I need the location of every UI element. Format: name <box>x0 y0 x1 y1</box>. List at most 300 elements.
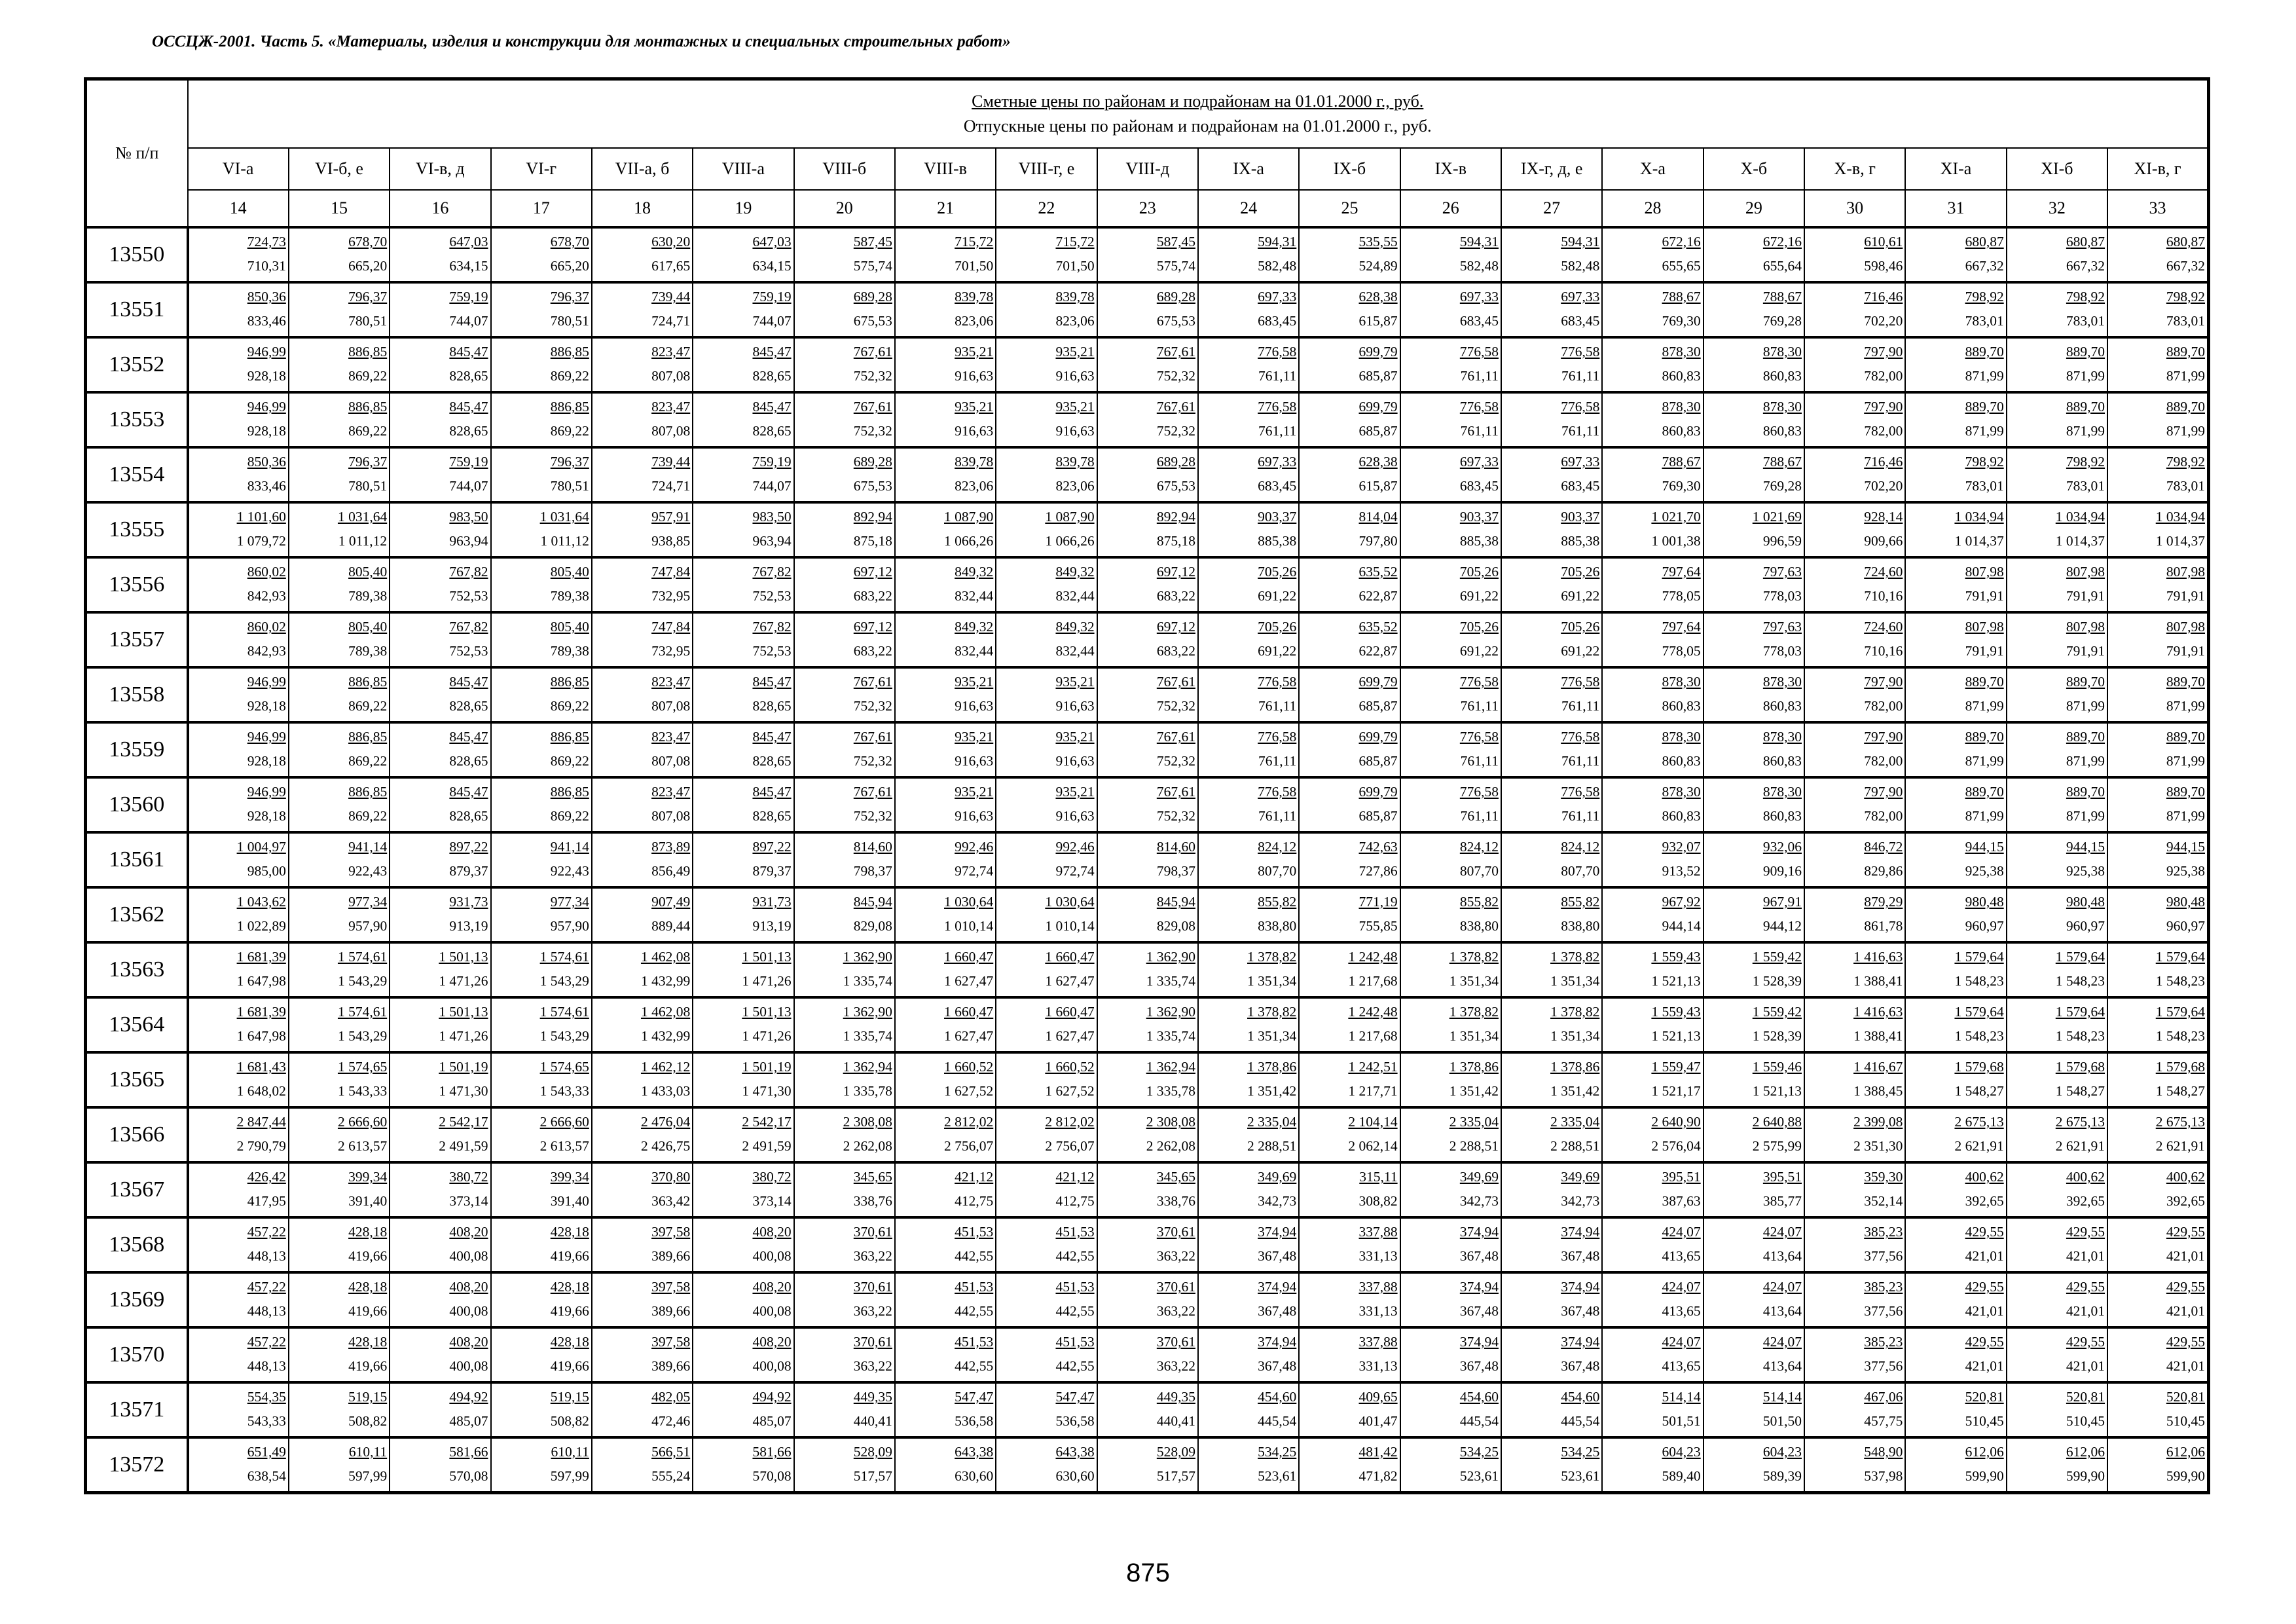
estimate-price: 886,85 <box>550 729 589 745</box>
price-cell <box>592 1382 693 1437</box>
estimate-price: 907,49 <box>651 894 691 910</box>
estimate-price: 397,58 <box>651 1224 691 1240</box>
estimate-price: 408,20 <box>752 1224 792 1240</box>
release-price: 367,48 <box>1561 1303 1600 1319</box>
price-cell <box>289 1107 390 1162</box>
price-cell <box>996 1052 1097 1107</box>
release-price: 1 627,47 <box>1045 1028 1095 1044</box>
release-price: 761,11 <box>1258 753 1297 769</box>
price-cell <box>188 997 289 1052</box>
estimate-price: 1 087,90 <box>1045 509 1095 525</box>
release-price: 517,57 <box>1156 1468 1195 1484</box>
release-price: 440,41 <box>1156 1413 1195 1429</box>
price-cell <box>895 777 996 832</box>
estimate-price: 315,11 <box>1359 1169 1398 1185</box>
price-cell <box>1198 997 1299 1052</box>
price-cell <box>1299 722 1400 777</box>
estimate-price: 424,07 <box>1762 1279 1802 1295</box>
release-price: 675,53 <box>1156 313 1195 329</box>
price-cell <box>592 1107 693 1162</box>
price-cell <box>1299 1052 1400 1107</box>
estimate-price: 886,85 <box>550 674 589 690</box>
release-price: 363,22 <box>1156 1248 1195 1264</box>
price-cell <box>996 557 1097 612</box>
column-number: 28 <box>1602 190 1703 227</box>
release-price: 752,32 <box>1156 423 1195 439</box>
price-cell <box>1704 447 1804 502</box>
price-cell <box>592 887 693 942</box>
price-cell <box>1905 502 2006 557</box>
estimate-price: 845,47 <box>752 784 792 800</box>
region-header: VI-в, д <box>390 148 490 190</box>
price-cell <box>895 942 996 997</box>
estimate-price: 374,94 <box>1561 1279 1600 1295</box>
price-cell <box>1704 1107 1804 1162</box>
price-cell <box>2107 722 2208 777</box>
release-price: 1 388,45 <box>1853 1083 1903 1099</box>
release-price: 1 010,14 <box>1045 918 1095 934</box>
release-price: 373,14 <box>449 1193 488 1209</box>
price-cell <box>1097 502 1198 557</box>
estimate-price: 767,61 <box>1156 784 1195 800</box>
price-cell <box>996 1162 1097 1217</box>
price-cell <box>895 1382 996 1437</box>
release-price: 638,54 <box>247 1468 286 1484</box>
estimate-price: 2 335,04 <box>1550 1114 1600 1130</box>
estimate-price: 1 462,12 <box>640 1059 691 1075</box>
release-price: 342,73 <box>1561 1193 1600 1209</box>
price-cell <box>1704 722 1804 777</box>
price-cell <box>592 942 693 997</box>
release-price: 363,22 <box>1156 1358 1195 1374</box>
estimate-price: 1 021,69 <box>1752 509 1802 525</box>
price-cell <box>1905 997 2006 1052</box>
release-price: 871,99 <box>1965 423 2004 439</box>
estimate-price: 535,55 <box>1358 234 1398 249</box>
estimate-price: 635,52 <box>1358 619 1398 635</box>
release-price: 885,38 <box>1258 533 1297 549</box>
release-price: 928,18 <box>247 368 286 384</box>
estimate-price: 935,21 <box>955 399 994 415</box>
estimate-price: 839,78 <box>1055 289 1095 304</box>
release-price: 683,45 <box>1459 478 1499 494</box>
row-number: 13550 <box>86 227 188 282</box>
price-cell <box>895 1052 996 1107</box>
release-price: 389,66 <box>651 1248 691 1264</box>
release-price: 871,99 <box>1965 753 2004 769</box>
estimate-price: 1 242,48 <box>1348 949 1398 965</box>
price-cell <box>1299 1217 1400 1272</box>
estimate-price: 889,70 <box>2166 674 2205 690</box>
release-price: 377,56 <box>1864 1248 1903 1264</box>
release-price: 761,11 <box>1561 753 1600 769</box>
price-cell <box>188 1327 289 1382</box>
release-price: 861,78 <box>1864 918 1903 934</box>
estimate-price: 983,50 <box>449 509 488 525</box>
release-price: 2 621,91 <box>2055 1138 2105 1154</box>
price-cell <box>1704 337 1804 392</box>
price-cell <box>2107 887 2208 942</box>
price-cell <box>2007 1162 2107 1217</box>
release-price: 783,01 <box>2166 478 2205 494</box>
price-cell <box>1804 447 1905 502</box>
release-price: 392,65 <box>1965 1193 2004 1209</box>
release-price: 702,20 <box>1864 478 1903 494</box>
release-price: 780,51 <box>348 478 388 494</box>
estimate-price: 482,05 <box>651 1389 691 1405</box>
release-price: 401,47 <box>1358 1413 1398 1429</box>
estimate-price: 850,36 <box>247 454 286 470</box>
estimate-price: 776,58 <box>1258 784 1297 800</box>
price-cell <box>390 392 490 447</box>
release-price: 769,30 <box>1662 313 1701 329</box>
estimate-price: 849,32 <box>1055 564 1095 580</box>
estimate-price: 699,79 <box>1358 729 1398 745</box>
estimate-price: 889,70 <box>2166 344 2205 360</box>
estimate-price: 1 559,42 <box>1752 949 1802 965</box>
release-price: 860,83 <box>1662 368 1701 384</box>
release-price: 791,91 <box>2066 643 2105 659</box>
estimate-price: 1 501,13 <box>742 949 792 965</box>
price-cell <box>2007 1107 2107 1162</box>
estimate-price: 380,72 <box>752 1169 792 1185</box>
estimate-price: 678,70 <box>348 234 388 249</box>
release-price: 732,95 <box>651 643 691 659</box>
estimate-price: 878,30 <box>1662 344 1701 360</box>
estimate-price: 520,81 <box>1965 1389 2004 1405</box>
price-cell <box>1804 337 1905 392</box>
release-price: 691,22 <box>1459 643 1499 659</box>
release-price: 871,99 <box>1965 808 2004 824</box>
price-cell <box>1198 1437 1299 1493</box>
release-price: 860,83 <box>1662 753 1701 769</box>
estimate-price: 946,99 <box>247 674 286 690</box>
price-cell <box>1400 1162 1501 1217</box>
estimate-price: 967,92 <box>1662 894 1701 910</box>
estimate-price: 776,58 <box>1258 399 1297 415</box>
price-cell <box>1299 227 1400 282</box>
release-price: 1 351,34 <box>1550 973 1600 989</box>
price-cell <box>996 1217 1097 1272</box>
estimate-price: 767,61 <box>853 729 892 745</box>
estimate-price: 337,88 <box>1358 1279 1398 1295</box>
region-header: X-б <box>1704 148 1804 190</box>
release-price: 1 471,26 <box>439 1028 488 1044</box>
price-cell <box>1299 1272 1400 1327</box>
price-cell <box>1400 832 1501 887</box>
price-cell <box>1299 1437 1400 1493</box>
release-price: 667,32 <box>2166 258 2205 274</box>
release-price: 928,18 <box>247 753 286 769</box>
price-cell <box>188 502 289 557</box>
price-cell <box>1804 1162 1905 1217</box>
estimate-price: 776,58 <box>1459 729 1499 745</box>
estimate-price: 397,58 <box>651 1334 691 1350</box>
release-price: 448,13 <box>247 1303 286 1319</box>
release-price: 928,18 <box>247 698 286 714</box>
price-cell <box>1905 777 2006 832</box>
region-header: XI-б <box>2007 148 2107 190</box>
estimate-price: 747,84 <box>651 619 691 635</box>
table-row <box>86 1217 2209 1272</box>
price-cell <box>1299 392 1400 447</box>
release-price: 1 548,27 <box>1954 1083 2004 1099</box>
price-cell <box>592 997 693 1052</box>
release-price: 391,40 <box>348 1193 388 1209</box>
release-price: 828,65 <box>449 753 488 769</box>
release-price: 783,01 <box>1965 478 2004 494</box>
price-cell <box>693 1052 793 1107</box>
release-price: 823,06 <box>1055 313 1095 329</box>
price-cell <box>289 227 390 282</box>
release-price: 791,91 <box>2166 588 2205 604</box>
release-price: 367,48 <box>1561 1248 1600 1264</box>
release-price: 807,70 <box>1459 863 1499 879</box>
price-cell <box>1704 777 1804 832</box>
estimate-price: 776,58 <box>1459 399 1499 415</box>
release-price: 377,56 <box>1864 1358 1903 1374</box>
estimate-price: 1 462,08 <box>640 949 691 965</box>
price-cell <box>289 392 390 447</box>
price-cell <box>693 722 793 777</box>
estimate-price: 534,25 <box>1459 1444 1499 1460</box>
price-cell <box>794 337 895 392</box>
price-cell <box>1704 502 1804 557</box>
release-price: 829,08 <box>853 918 892 934</box>
release-price: 972,74 <box>955 863 994 879</box>
price-cell <box>1400 997 1501 1052</box>
release-price: 667,32 <box>2066 258 2105 274</box>
release-price: 1 548,23 <box>2055 1028 2105 1044</box>
estimate-price: 1 031,64 <box>539 509 589 525</box>
price-cell <box>1400 227 1501 282</box>
price-cell <box>289 777 390 832</box>
table-row <box>86 557 2209 612</box>
release-price: 860,83 <box>1762 753 1802 769</box>
release-price: 916,63 <box>955 698 994 714</box>
price-cell <box>1704 1382 1804 1437</box>
price-cell <box>1400 1382 1501 1437</box>
estimate-price: 424,07 <box>1662 1224 1701 1240</box>
release-price: 630,60 <box>955 1468 994 1484</box>
estimate-price: 1 362,90 <box>1146 949 1195 965</box>
estimate-price: 889,70 <box>1965 729 2004 745</box>
price-cell <box>2107 1217 2208 1272</box>
release-price: 752,32 <box>1156 368 1195 384</box>
price-cell <box>693 1162 793 1217</box>
release-price: 523,61 <box>1258 1468 1297 1484</box>
release-price: 761,11 <box>1460 698 1499 714</box>
estimate-price: 889,70 <box>2166 729 2205 745</box>
release-price: 909,66 <box>1864 533 1903 549</box>
price-table-container <box>84 77 2210 1494</box>
price-cell <box>1299 612 1400 667</box>
release-price: 823,06 <box>955 478 994 494</box>
price-cell <box>1400 942 1501 997</box>
estimate-price: 519,15 <box>348 1389 388 1405</box>
release-price: 789,38 <box>348 643 388 659</box>
price-cell <box>1299 337 1400 392</box>
release-price: 691,22 <box>1561 588 1600 604</box>
column-number: 32 <box>2007 190 2107 227</box>
price-cell <box>1602 612 1703 667</box>
release-price: 308,82 <box>1358 1193 1398 1209</box>
price-cell <box>289 997 390 1052</box>
release-price: 960,97 <box>1965 918 2004 934</box>
estimate-price: 1 559,46 <box>1752 1059 1802 1075</box>
release-price: 869,22 <box>550 808 589 824</box>
price-cell <box>1097 227 1198 282</box>
row-number: 13564 <box>86 997 188 1052</box>
price-cell <box>895 392 996 447</box>
estimate-price: 776,58 <box>1561 674 1600 690</box>
estimate-price: 767,82 <box>752 564 792 580</box>
estimate-price: 457,22 <box>247 1334 286 1350</box>
release-price: 761,11 <box>1460 423 1499 439</box>
release-price: 869,22 <box>348 423 388 439</box>
price-cell <box>2107 942 2208 997</box>
price-cell <box>491 392 592 447</box>
estimate-price: 451,53 <box>955 1224 994 1240</box>
estimate-price: 892,94 <box>1156 509 1195 525</box>
price-cell <box>794 1272 895 1327</box>
estimate-price: 767,82 <box>449 619 488 635</box>
price-cell <box>1602 1272 1703 1327</box>
price-cell <box>794 777 895 832</box>
price-cell <box>188 1217 289 1272</box>
price-cell <box>592 282 693 337</box>
estimate-price: 724,60 <box>1864 619 1903 635</box>
price-cell <box>2107 667 2208 722</box>
estimate-price: 1 574,61 <box>539 1004 589 1020</box>
price-cell <box>592 667 693 722</box>
release-price: 828,65 <box>449 808 488 824</box>
price-cell <box>491 1217 592 1272</box>
estimate-price: 1 362,90 <box>843 1004 892 1020</box>
estimate-price: 889,70 <box>1965 399 2004 415</box>
release-price: 683,22 <box>853 643 892 659</box>
estimate-price: 776,58 <box>1561 729 1600 745</box>
release-price: 1 647,98 <box>236 973 286 989</box>
release-price: 1 335,78 <box>1146 1083 1195 1099</box>
release-price: 916,63 <box>1055 368 1095 384</box>
estimate-price: 807,98 <box>2166 619 2205 635</box>
price-cell <box>895 1162 996 1217</box>
release-price: 683,45 <box>1561 313 1600 329</box>
price-cell <box>2007 1272 2107 1327</box>
price-cell <box>289 942 390 997</box>
release-price: 1 627,52 <box>1045 1083 1095 1099</box>
estimate-price: 1 378,82 <box>1550 1004 1600 1020</box>
price-cell <box>1198 1327 1299 1382</box>
price-cell <box>188 1437 289 1493</box>
estimate-price: 767,61 <box>1156 399 1195 415</box>
release-price: 1 014,37 <box>1954 533 2004 549</box>
price-cell <box>1097 1217 1198 1272</box>
price-cell <box>1299 502 1400 557</box>
release-price: 338,76 <box>1156 1193 1195 1209</box>
price-cell <box>1501 942 1602 997</box>
release-price: 392,65 <box>2066 1193 2105 1209</box>
price-cell <box>1602 887 1703 942</box>
release-price: 363,22 <box>1156 1303 1195 1319</box>
estimate-price: 395,51 <box>1762 1169 1802 1185</box>
estimate-price: 977,34 <box>550 894 589 910</box>
release-price: 871,99 <box>2066 753 2105 769</box>
estimate-price: 903,37 <box>1258 509 1297 525</box>
release-price: 389,66 <box>651 1358 691 1374</box>
price-cell <box>1501 1217 1602 1272</box>
price-group-header <box>188 79 2209 149</box>
estimate-price: 1 378,86 <box>1247 1059 1297 1075</box>
estimate-price: 980,48 <box>2166 894 2205 910</box>
release-price: 828,65 <box>752 753 792 769</box>
release-price: 916,63 <box>1055 753 1095 769</box>
row-number: 13571 <box>86 1382 188 1437</box>
price-cell <box>1501 777 1602 832</box>
price-cell <box>2007 832 2107 887</box>
release-price: 1 014,37 <box>2155 533 2205 549</box>
row-number: 13559 <box>86 722 188 777</box>
price-cell <box>491 887 592 942</box>
release-price: 1 351,34 <box>1247 1028 1297 1044</box>
estimate-price: 457,22 <box>247 1279 286 1295</box>
release-price: 421,01 <box>2166 1358 2205 1374</box>
price-cell <box>390 832 490 887</box>
release-price: 755,85 <box>1358 918 1398 934</box>
estimate-price: 1 362,90 <box>843 949 892 965</box>
release-price: 683,45 <box>1561 478 1600 494</box>
release-price: 1 217,71 <box>1348 1083 1398 1099</box>
estimate-price: 886,85 <box>348 674 388 690</box>
estimate-price: 941,14 <box>348 839 388 855</box>
estimate-price: 776,58 <box>1258 729 1297 745</box>
price-cell <box>2107 1382 2208 1437</box>
release-price: 909,16 <box>1762 863 1802 879</box>
price-cell <box>1905 1217 2006 1272</box>
estimate-price: 897,22 <box>449 839 488 855</box>
release-price: 963,94 <box>449 533 488 549</box>
estimate-price: 980,48 <box>2066 894 2105 910</box>
price-cell <box>188 1107 289 1162</box>
estimate-price: 408,20 <box>752 1334 792 1350</box>
release-price: 752,53 <box>752 588 792 604</box>
price-cell <box>2007 1327 2107 1382</box>
estimate-price: 494,92 <box>752 1389 792 1405</box>
estimate-price: 759,19 <box>449 289 488 304</box>
price-cell <box>2107 1272 2208 1327</box>
release-price: 916,63 <box>1055 423 1095 439</box>
estimate-price: 878,30 <box>1762 674 1802 690</box>
estimate-price: 1 378,82 <box>1247 949 1297 965</box>
estimate-price: 451,53 <box>1055 1334 1095 1350</box>
release-price: 928,18 <box>247 808 286 824</box>
estimate-price: 528,09 <box>1156 1444 1195 1460</box>
estimate-price: 429,55 <box>2066 1224 2105 1240</box>
release-price: 615,87 <box>1358 478 1398 494</box>
release-price: 871,99 <box>2166 808 2205 824</box>
price-cell <box>289 1272 390 1327</box>
release-price: 761,11 <box>1258 698 1297 714</box>
price-cell <box>491 1382 592 1437</box>
estimate-price: 428,18 <box>348 1334 388 1350</box>
price-cell <box>794 832 895 887</box>
estimate-price: 1 378,82 <box>1550 949 1600 965</box>
price-cell <box>1804 227 1905 282</box>
estimate-price: 886,85 <box>550 784 589 800</box>
release-price: 331,13 <box>1358 1303 1398 1319</box>
release-price: 752,53 <box>752 643 792 659</box>
